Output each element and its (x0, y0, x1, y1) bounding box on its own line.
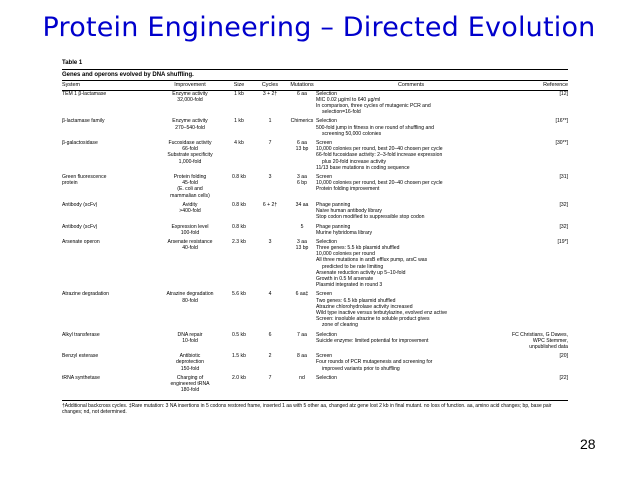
cell-improvement-line: 1,000-fold (178, 158, 202, 165)
cell-size-line: 0.8 kb (232, 201, 246, 208)
cell-cycles (252, 174, 288, 202)
cell-comments-line: Protein folding improvement (316, 186, 380, 193)
header-improvement: Improvement (154, 81, 226, 90)
cell-comments-line: 11/13 base mutations in coding sequence (316, 164, 410, 171)
cell-system (62, 239, 154, 291)
cell-comments-line: Growth in 0.5 M arsenate (316, 275, 374, 282)
cell-improvement (154, 291, 226, 331)
cell-comments (316, 375, 506, 397)
cell-mutations-line: 7 aa (297, 331, 307, 338)
cell-improvement-line: 80-fold (182, 297, 198, 304)
cell-comments-line: Wild type inactive versus terbutylazine, evolved enz active (316, 309, 448, 316)
cell-improvement-line: Charging of (176, 374, 204, 381)
cell-comments-line: Phage panning (316, 201, 351, 208)
cell-size-line: 0.8 kb (232, 174, 246, 181)
cell-system-line: Atrazine degradation (62, 291, 110, 298)
table-row (62, 140, 568, 174)
cell-comments (316, 291, 506, 331)
cell-comments-line: Four rounds of PCR mutagenesis and screening for (316, 359, 433, 366)
cell-mutations-line: 3 aa (297, 239, 307, 246)
cell-reference (506, 375, 568, 397)
header-comments: Comments (316, 81, 506, 90)
cell-improvement (154, 118, 226, 140)
cell-system-line: β-galactosidase (62, 140, 98, 147)
cell-cycles (252, 224, 288, 240)
cell-improvement-line: Antibiotic (179, 353, 201, 360)
cell-cycles-line: 3 (268, 174, 272, 181)
cell-improvement (154, 375, 226, 397)
cell-improvement-line: Avidity (182, 201, 198, 208)
cell-reference-line: [12] (559, 90, 568, 97)
cell-comments-line: Selection (316, 118, 337, 125)
cell-mutations (288, 375, 316, 397)
table-label: Table 1 (62, 60, 83, 66)
cell-comments (316, 140, 506, 174)
cell-cycles-line: 6 + 2† (262, 201, 278, 208)
cell-size (226, 90, 252, 118)
cell-reference (506, 291, 568, 331)
cell-mutations-line: 6 bp (297, 180, 307, 187)
cell-comments-line: plus 20-fold increase activity (322, 158, 386, 165)
cell-comments-line: Screen (316, 291, 333, 298)
cell-system-line: Arsenate operon (62, 239, 100, 246)
cell-comments-line: Selection (316, 90, 337, 97)
cell-system (62, 202, 154, 224)
cell-cycles (252, 202, 288, 224)
cell-size (226, 332, 252, 354)
cell-cycles (252, 375, 288, 397)
cell-comments-line: In comparison, three cycles of mutagenic PCR and (316, 102, 431, 109)
cell-cycles-line: 2 (268, 353, 272, 360)
cell-improvement-line: mammalian cells) (170, 192, 210, 199)
cell-system-line: Antibody (scFv) (62, 201, 98, 208)
cell-system-line: TEM 1 β-lactamase (62, 90, 107, 97)
cell-reference (506, 140, 568, 174)
table-row (62, 291, 568, 331)
page-number: 28 (580, 436, 596, 452)
cell-comments-line: improved variants prior to shuffling (322, 365, 400, 372)
cell-comments (316, 224, 506, 240)
cell-size-line: 2.0 kb (232, 374, 246, 381)
cell-mutations-line: nd (299, 374, 305, 381)
cell-comments-line: 66-fold fucosidase activity: 2–3-fold increase expression (316, 152, 443, 159)
cell-comments-line: predicted to be rate limiting (322, 263, 384, 270)
cell-size-line: 5.6 kb (232, 291, 246, 298)
cell-comments-line: Murine hybridoma library (316, 229, 373, 236)
cell-system-line: Benzyl esterase (62, 353, 99, 360)
cell-mutations (288, 174, 316, 202)
cell-size-line: 1 kb (234, 90, 244, 97)
cell-comments-line: Naive human antibody library (316, 208, 382, 215)
cell-reference-line: unpublished data (529, 343, 568, 350)
cell-improvement-line: Arsenate resistance (167, 239, 213, 246)
cell-improvement-line: 40-fold (182, 245, 198, 252)
cell-reference (506, 90, 568, 118)
cell-reference-line: FC Christians, G Dawes, (511, 331, 568, 338)
cell-system (62, 90, 154, 118)
cell-comments (316, 332, 506, 354)
cell-comments-line: Atrazine chlorohydrolase activity increased (316, 303, 413, 310)
cell-system (62, 140, 154, 174)
cell-comments-line: 10,000 colonies per round, best 20–40 chosen per cycle (316, 180, 443, 187)
cell-cycles (252, 140, 288, 174)
cell-system-line: tRNA synthetase (62, 374, 100, 381)
cell-improvement (154, 224, 226, 240)
cell-comments-line: zone of clearing (322, 322, 358, 329)
cell-comments (316, 174, 506, 202)
cell-size (226, 291, 252, 331)
cell-system-line: Antibody (scFv) (62, 223, 98, 230)
cell-reference (506, 332, 568, 354)
cell-improvement (154, 174, 226, 202)
cell-mutations-line: 8 aa (297, 353, 307, 360)
cell-mutations (288, 239, 316, 291)
cell-reference-line: [31] (559, 174, 568, 181)
cell-improvement (154, 90, 226, 118)
cell-improvement-line: Protein folding (173, 174, 207, 181)
cell-mutations-line: 5 (300, 223, 304, 230)
cell-improvement-line: 45-fold (182, 180, 198, 187)
cell-improvement-line: Substrate specificity (167, 152, 213, 159)
cell-comments-line: 10,000 colonies per round, best 20–40 chosen per cycle (316, 146, 443, 153)
table-header-row (62, 81, 568, 90)
cell-cycles-line: 7 (268, 374, 272, 381)
table-footnote: †Additional backcross cycles. ‡Rare mutation: 3 NA insertions in 5 codons restored frame, inserted 1 aa with 5 other aa, changed atz gene lost 2 kb in final mutant. no loss of function. aa, amino acid changes; bp, base pair changes; nd, not determined. (62, 400, 568, 416)
cell-comments (316, 202, 506, 224)
cell-comments-line: Three genes: 5.5 kb plasmid shuffled (316, 245, 400, 252)
table-row (62, 239, 568, 291)
cell-comments-line: selection=16-fold (322, 109, 361, 116)
cell-comments-line: MIC 0.02 µg/ml to 640 µg/ml (316, 96, 381, 103)
cell-improvement-line: 180-fold (180, 387, 200, 394)
cell-comments-line: Two genes: 6.5 kb plasmid shuffled (316, 297, 396, 304)
header-cycles: Cycles (252, 81, 288, 90)
cell-mutations (288, 202, 316, 224)
cell-system-line: protein (62, 180, 78, 187)
cell-size-line: 0.8 kb (232, 223, 246, 230)
cell-system (62, 332, 154, 354)
cell-comments (316, 90, 506, 118)
cell-system (62, 174, 154, 202)
cell-reference-line: [32] (559, 223, 568, 230)
cell-mutations-line: 34 aa (295, 201, 309, 208)
cell-comments-line: Arsenate reduction activity up 5–10-fold (316, 269, 406, 276)
slide-title: Protein Engineering – Directed Evolution (42, 12, 596, 43)
cell-system-line: β-lactamase family (62, 118, 105, 125)
cell-reference-line: [19*] (557, 239, 568, 246)
cell-mutations-line: 13 bp (295, 245, 309, 252)
cell-cycles (252, 90, 288, 118)
cell-size (226, 224, 252, 240)
cell-comments-line: Plasmid integrated in round 3 (316, 282, 383, 289)
cell-mutations (288, 118, 316, 140)
cell-comments-line: screening 50,000 colonies (322, 130, 382, 137)
cell-size (226, 239, 252, 291)
cell-mutations-line: 13 bp (295, 146, 309, 153)
cell-size (226, 140, 252, 174)
cell-comments-line: Selection (316, 331, 337, 338)
cell-reference-line: WPC Stemmer, (532, 337, 568, 344)
cell-improvement-line: 100-fold (180, 229, 200, 236)
cell-size (226, 174, 252, 202)
cell-cycles-line: 3 (268, 239, 272, 246)
cell-reference (506, 202, 568, 224)
table-row (62, 202, 568, 224)
cell-improvement-line: (E. coli and (177, 186, 203, 193)
cell-comments (316, 118, 506, 140)
cell-mutations (288, 140, 316, 174)
cell-improvement-line: 10-fold (182, 337, 198, 344)
cell-comments-line: 10,000 colonies per round (316, 251, 375, 258)
cell-improvement-line: Expression level (171, 223, 209, 230)
cell-improvement-line: Enzyme activity (172, 118, 208, 125)
cell-improvement-line: engineered tRNA (170, 381, 210, 388)
cell-comments-line: Screen (316, 353, 333, 360)
table-row (62, 375, 568, 397)
table-row (62, 90, 568, 118)
cell-size-line: 4 kb (234, 140, 244, 147)
cell-improvement-line: Atrazine degradation (166, 291, 214, 298)
cell-comments-line: Stop codon modified to suppressible stop codon (316, 214, 425, 221)
cell-comments-line: All three mutations in arsB efflux pump, arsC was (316, 257, 428, 264)
cell-comments-line: Screen: insoluble atrazine to soluble product gives (316, 316, 430, 323)
header-size: Size (226, 81, 252, 90)
header-system: System (62, 81, 154, 90)
cell-cycles-line: 4 (268, 291, 272, 298)
cell-cycles (252, 291, 288, 331)
table-row (62, 332, 568, 354)
cell-improvement-line: deprotection (175, 359, 205, 366)
header-mutations: Mutations (288, 81, 316, 90)
table-row (62, 174, 568, 202)
cell-system (62, 375, 154, 397)
cell-improvement-line: DNA repair (177, 331, 203, 338)
cell-comments (316, 239, 506, 291)
cell-system (62, 118, 154, 140)
cell-size (226, 202, 252, 224)
cell-improvement-line: 150-fold (180, 365, 200, 372)
cell-cycles-line: 7 (268, 140, 272, 147)
cell-cycles (252, 118, 288, 140)
table-row (62, 353, 568, 375)
cell-reference (506, 353, 568, 375)
cell-system (62, 353, 154, 375)
cell-mutations-line: Chimerics (290, 118, 314, 125)
cell-improvement-line: 270–540-fold (175, 124, 205, 131)
cell-reference (506, 118, 568, 140)
cell-size (226, 353, 252, 375)
table-document (62, 60, 568, 415)
cell-improvement (154, 202, 226, 224)
cell-comments-line: Phage panning (316, 223, 351, 230)
cell-size-line: 0.5 kb (232, 331, 246, 338)
cell-improvement-line: Fucosidase activity (168, 140, 212, 147)
cell-size-line: 1.5 kb (232, 353, 246, 360)
cell-improvement (154, 353, 226, 375)
cell-comments-line: 500-fold jump in fitness in one round of shuffling and (316, 124, 434, 131)
cell-improvement (154, 140, 226, 174)
cell-reference-line: [32] (559, 201, 568, 208)
table-caption: Genes and operons evolved by DNA shuffling. (62, 69, 568, 78)
cell-reference-line: [30**] (555, 140, 568, 147)
cell-mutations-line: 6 aa‡ (295, 291, 309, 298)
cell-reference (506, 239, 568, 291)
cell-comments (316, 353, 506, 375)
cell-improvement-line: Enzyme activity (172, 90, 208, 97)
header-reference: Reference (506, 81, 568, 90)
cell-system (62, 291, 154, 331)
cell-system-line: Green fluorescence (62, 174, 107, 181)
cell-cycles-line: 1 (268, 118, 272, 125)
cell-reference-line: [20] (559, 353, 568, 360)
cell-comments-line: Selection (316, 239, 337, 246)
cell-improvement-line: 32,000-fold (177, 96, 203, 103)
cell-comments-line: Screen (316, 174, 333, 181)
cell-mutations (288, 224, 316, 240)
cell-cycles (252, 239, 288, 291)
cell-comments-line: Suicide enzyme: limited potential for improvement (316, 337, 429, 344)
cell-reference-line: [16**] (555, 118, 568, 125)
cell-comments-line: Screen (316, 140, 333, 147)
cell-cycles-line: 3 + 2† (262, 90, 278, 97)
cell-size-line: 2.3 kb (232, 239, 246, 246)
cell-comments-line: Selection (316, 374, 337, 381)
cell-mutations (288, 332, 316, 354)
table-row (62, 224, 568, 240)
cell-reference (506, 224, 568, 240)
cell-mutations-line: 6 aa (297, 140, 307, 147)
cell-improvement (154, 332, 226, 354)
cell-mutations (288, 90, 316, 118)
cell-system-line: Alkyl transferase (62, 331, 100, 338)
cell-system (62, 224, 154, 240)
cell-improvement (154, 239, 226, 291)
cell-mutations-line: 6 aa (297, 90, 307, 97)
cell-size (226, 375, 252, 397)
cell-cycles (252, 353, 288, 375)
table-body (62, 90, 568, 396)
table-row (62, 118, 568, 140)
shuffling-table (62, 80, 568, 396)
cell-improvement-line: >400-fold (179, 208, 201, 215)
cell-improvement-line: 66-fold (182, 146, 198, 153)
cell-cycles (252, 332, 288, 354)
cell-mutations (288, 291, 316, 331)
cell-size-line: 1 kb (234, 118, 244, 125)
cell-reference-line: [22] (559, 374, 568, 381)
cell-reference (506, 174, 568, 202)
cell-mutations (288, 353, 316, 375)
cell-cycles-line: 6 (268, 331, 272, 338)
cell-size (226, 118, 252, 140)
cell-mutations-line: 3 aa (297, 174, 307, 181)
